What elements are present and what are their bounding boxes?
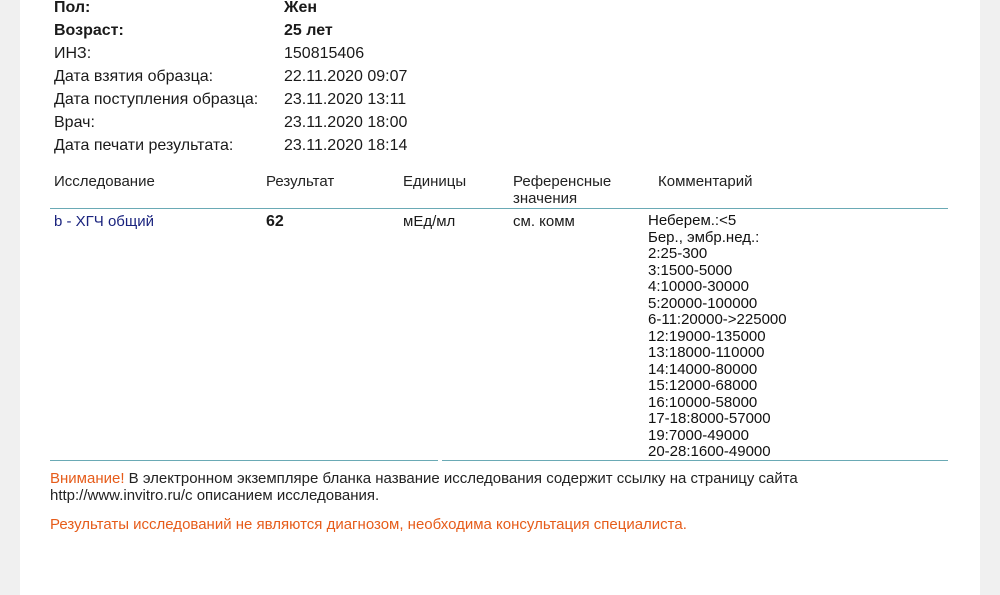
test-result: 62 bbox=[266, 213, 284, 230]
comment-line: 16:10000-58000 bbox=[648, 393, 758, 411]
notice-warning: Внимание! bbox=[50, 470, 125, 487]
comment-line: 15:12000-68000 bbox=[648, 377, 758, 394]
comment-line: Неберем.:<5 bbox=[648, 212, 737, 229]
comment-line: 20-28:1600-49000 bbox=[648, 443, 771, 460]
notice-line2 bbox=[50, 487, 930, 504]
field-label: Дата печати результата: bbox=[54, 137, 234, 154]
row-divider-left bbox=[50, 460, 438, 461]
header-comment: Комментарий bbox=[658, 173, 753, 190]
notice-text2: с описанием исследования. bbox=[185, 487, 380, 504]
invitro-link[interactable]: http://www.invitro.ru/ bbox=[50, 487, 186, 504]
test-comment bbox=[648, 213, 787, 461]
comment-line: 4:10000-30000 bbox=[648, 278, 749, 295]
comment-line: 2:25-300 bbox=[648, 245, 708, 262]
comment-line: 14:14000-80000 bbox=[648, 360, 758, 378]
header-reference-line1: Референсные bbox=[513, 173, 612, 190]
comment-line: 3:1500-5000 bbox=[648, 261, 733, 279]
disclaimer: Результаты исследований не являются диагнозом, необходима консультация специалиста. bbox=[50, 516, 687, 533]
comment-line: Бер., эмбр.нед.: bbox=[648, 228, 760, 246]
header-reference-line2: значения bbox=[513, 190, 578, 207]
test-units: мЕд/мл bbox=[403, 213, 456, 230]
field-value: Жен bbox=[284, 0, 318, 16]
field-value: 23.11.2020 13:11 bbox=[284, 91, 407, 108]
field-label: ИНЗ: bbox=[54, 45, 92, 62]
notice bbox=[50, 470, 930, 504]
header-result: Результат bbox=[266, 173, 335, 190]
field-value: 23.11.2020 18:00 bbox=[284, 114, 408, 131]
comment-line: 6-11:20000->225000 bbox=[648, 311, 787, 328]
notice-line1 bbox=[50, 470, 930, 487]
field-value: 23.11.2020 18:14 bbox=[284, 137, 408, 154]
comment-line: 19:7000-49000 bbox=[648, 426, 749, 444]
comment-line: 12:19000-135000 bbox=[648, 327, 766, 345]
test-reference: см. комм bbox=[513, 213, 575, 230]
field-value: 150815406 bbox=[284, 45, 365, 62]
field-label: Пол: bbox=[54, 0, 91, 16]
field-value: 25 лет bbox=[284, 22, 333, 39]
comment-line: 5:20000-100000 bbox=[648, 294, 758, 312]
field-label: Дата поступления образца: bbox=[54, 91, 259, 108]
comment-line: 13:18000-110000 bbox=[648, 344, 765, 361]
row-divider-right bbox=[442, 460, 948, 461]
notice-text1: В электронном экземпляре бланка название исследования содержит ссылку на страницу сайта bbox=[128, 470, 798, 487]
header-reference bbox=[513, 173, 611, 207]
test-name-link[interactable]: b - ХГЧ общий bbox=[54, 213, 154, 230]
header-test: Исследование bbox=[54, 173, 155, 190]
field-label: Врач: bbox=[54, 114, 95, 131]
header-units: Единицы bbox=[403, 173, 467, 190]
field-label: Возраст: bbox=[54, 22, 124, 39]
field-label: Дата взятия образца: bbox=[54, 68, 214, 85]
header-divider bbox=[50, 208, 948, 209]
comment-line: 17-18:8000-57000 bbox=[648, 410, 771, 427]
field-value: 22.11.2020 09:07 bbox=[284, 68, 408, 85]
